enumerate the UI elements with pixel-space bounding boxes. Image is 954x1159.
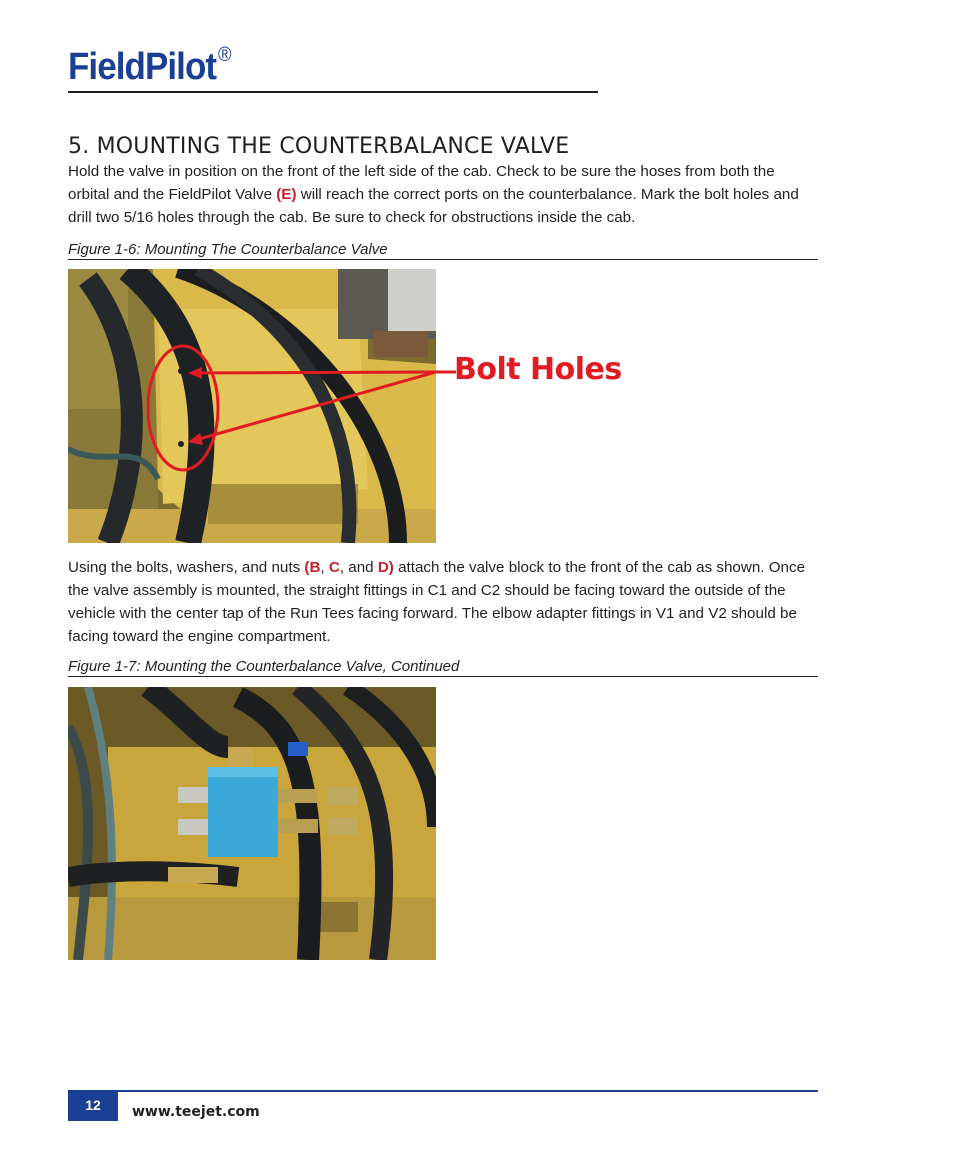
bolt-holes-callout: Bolt Holes [454,352,622,387]
para2-text-end: attach the valve block to the front of the cab as shown. Once the valve assembly is mounted, the straight fittings in C1 and C2 should be facing toward the outside of the vehicle with the center tap of the Run Tees facing forward. The elbow adapter fittings in V1 and V2 should be facing toward the engine compartment. [68,559,806,645]
brand-name: FieldPilot [68,46,217,88]
ref-d: D) [377,559,394,576]
para1-text-end: will reach the correct ports on the counterbalance. Mark the bolt holes and drill two 5/16 holes through the cab. Be sure to check for obstructions inside the cab. [68,186,799,226]
section-title: 5. MOUNTING THE COUNTERBALANCE VALVE [68,134,570,159]
mounting-paragraph [68,556,820,648]
sep-2: , and [339,559,378,576]
ref-c: C [328,559,340,576]
brand-logo [68,44,231,89]
registered-mark: ® [217,44,231,66]
figure-1-6-caption: Figure 1-6: Mounting The Counterbalance Valve [68,241,818,260]
page-number: 12 [68,1092,118,1121]
header-rule [68,91,598,93]
intro-paragraph [68,160,820,229]
footer-website: www.teejet.com [132,1104,260,1120]
figure-1-6-photo [68,269,436,543]
para1-text-start: Hold the valve in position on the front of the left side of the cab. Check to be sure the hoses from both the orbital and the FieldPilot Valve [68,163,775,203]
figure-1-7-photo [68,687,436,960]
valve-block-photo [68,687,436,960]
ref-e: (E) [276,186,297,203]
sep-1: , [320,559,329,576]
cab-front-photo [68,269,436,543]
para2-text-start: Using the bolts, washers, and nuts [68,559,305,576]
ref-b: (B [304,559,321,576]
figure-1-7-caption: Figure 1-7: Mounting the Counterbalance Valve, Continued [68,658,818,677]
footer-rule [68,1090,818,1092]
